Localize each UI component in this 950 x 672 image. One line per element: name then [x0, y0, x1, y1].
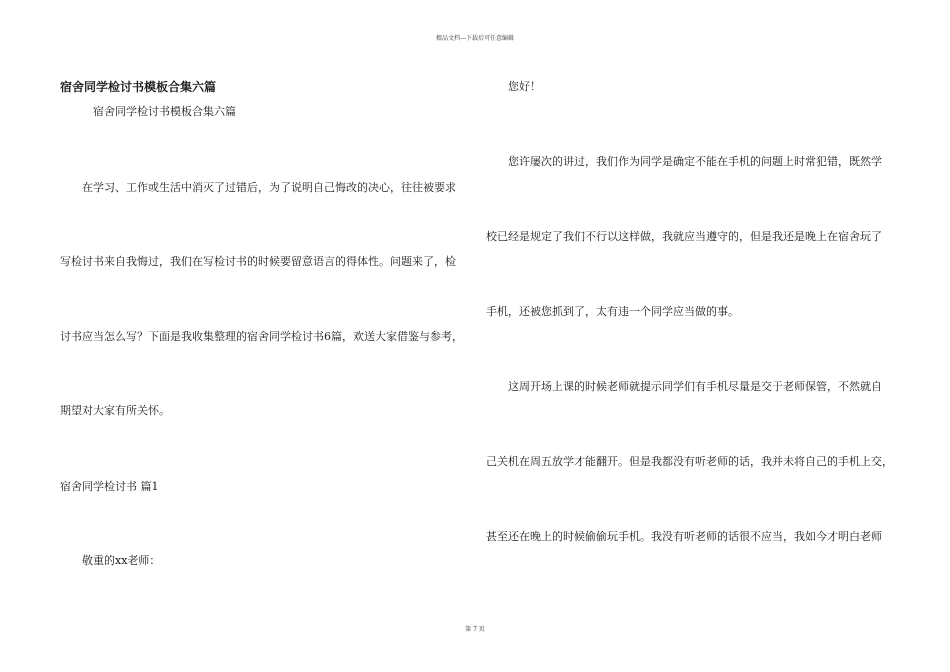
body-line-6: 甚至还在晚上的时候偷偷玩手机。我没有听老师的话很不应当，我如今才明白老师: [486, 530, 882, 543]
body-line-1: 您许屡次的讲过，我们作为同学是确定不能在手机的问题上时常犯错，既然学: [508, 155, 882, 168]
salutation: 敬重的xx老师：: [82, 554, 161, 567]
intro-line-1: 在学习、工作或生活中消灭了过错后，为了说明自己悔改的决心，往往被要求: [82, 181, 456, 194]
section-heading: 宿舍同学检讨书 篇1: [60, 480, 159, 493]
page-header: 精品文档---下载后可任意编辑: [435, 35, 515, 42]
intro-line-4: 期望对大家有所关怀。: [60, 404, 170, 417]
body-line-2: 校已经是规定了我们不行以这样做，我就应当遵守的，但是我还是晚上在宿舍玩了: [486, 230, 882, 243]
body-line-3: 手机，还被您抓到了，太有违一个同学应当做的事。: [486, 305, 739, 318]
greeting: 您好！: [508, 80, 541, 93]
page-number: 第 7 页: [465, 626, 485, 633]
intro-line-3: 讨书应当怎么写？下面是我收集整理的宿舍同学检讨书6篇，欢送大家借鉴与参考，: [60, 330, 463, 343]
document-title: 宿舍同学检讨书模板合集六篇: [60, 80, 217, 94]
body-line-4: 这周开场上课的时候老师就提示同学们有手机尽量是交于老师保管，不然就自: [508, 380, 882, 393]
document-subtitle: 宿舍同学检讨书模板合集六篇: [93, 105, 236, 118]
intro-line-2: 写检讨书来自我悔过，我们在写检讨书的时候要留意语言的得体性。问题来了，检: [60, 255, 456, 268]
body-line-5: 己关机在周五放学才能翻开。但是我都没有听老师的话，我并未将自己的手机上交，: [486, 455, 893, 468]
